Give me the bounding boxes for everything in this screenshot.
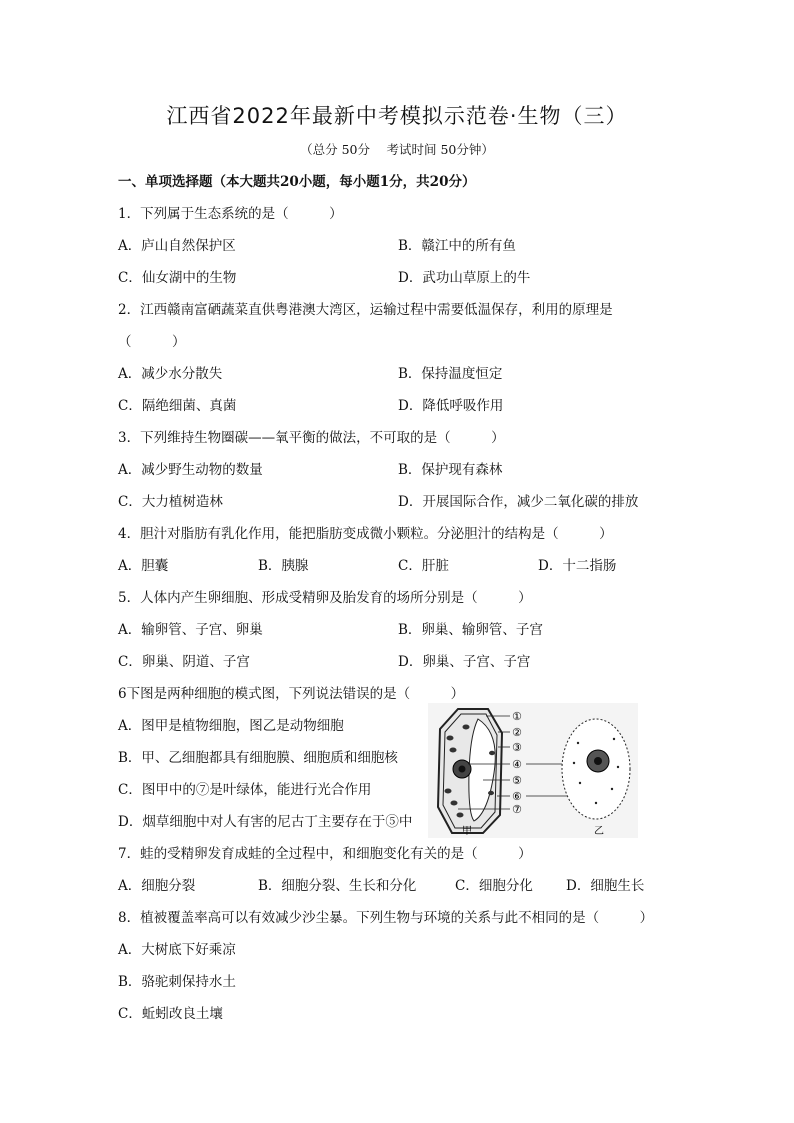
exam-subtitle: （总分 50分 考试时间 50分钟） <box>300 142 494 157</box>
q4-stem: 4．胆汁对脂肪有乳化作用，能把脂肪变成微小颗粒。分泌胆汁的结构是（ ） <box>118 526 613 542</box>
q1-option-d: D．武功山草原上的牛 <box>398 270 531 286</box>
chloroplast <box>450 748 457 753</box>
q6-option-a: A．图甲是植物细胞，图乙是动物细胞 <box>118 718 344 734</box>
q7-option-c: C．细胞分化 <box>455 878 533 894</box>
cell-diagram <box>428 703 638 838</box>
q1-option-b: B．赣江中的所有鱼 <box>398 238 516 254</box>
q5-option-a: A．输卵管、子宫、卵巢 <box>118 622 263 638</box>
q5-option-c: C．卵巢、阴道、子宫 <box>118 654 250 670</box>
q4-option-d: D．十二指肠 <box>538 558 617 574</box>
label-1: ① <box>512 710 522 723</box>
q5-option-d: D．卵巢、子宫、子宫 <box>398 654 531 670</box>
q2-stem-bracket: （ ） <box>118 334 186 350</box>
q6-option-c: C．图甲中的⑦是叶绿体，能进行光合作用 <box>118 782 372 798</box>
q1-option-a: A．庐山自然保护区 <box>118 238 236 254</box>
cytoplasm-dot <box>613 738 615 740</box>
exam-title: 江西省2022年最新中考模拟示范卷·生物（三） <box>166 104 628 128</box>
label-6: ⑥ <box>512 790 522 803</box>
q3-option-d: D．开展国际合作，减少二氧化碳的排放 <box>398 494 639 510</box>
q4-option-a: A．胆囊 <box>118 558 169 574</box>
q2-option-b: B．保持温度恒定 <box>398 366 503 382</box>
cytoplasm-dot <box>577 742 579 744</box>
q3-stem: 3．下列维持生物圈碳——氧平衡的做法，不可取的是（ ） <box>118 430 505 446</box>
q3-option-a: A．减少野生动物的数量 <box>118 462 263 478</box>
q5-stem: 5．人体内产生卵细胞、形成受精卵及胎发育的场所分别是（ ） <box>118 590 532 606</box>
q8-option-b: B．骆驼刺保持水土 <box>118 974 236 990</box>
label-3: ③ <box>512 741 522 754</box>
q2-option-a: A．减少水分散失 <box>118 366 223 382</box>
cytoplasm-dot <box>617 766 619 768</box>
label-jia: 甲 <box>462 826 472 837</box>
chloroplast <box>445 789 452 794</box>
q1-stem: 1．下列属于生态系统的是（ ） <box>118 206 343 222</box>
label-7: ⑦ <box>512 803 522 816</box>
q7-option-a: A．细胞分裂 <box>118 878 196 894</box>
cytoplasm-dot <box>573 762 575 764</box>
label-2: ② <box>512 726 522 739</box>
q6-stem: 6下图是两种细胞的模式图，下列说法错误的是（ ） <box>118 686 465 702</box>
cytoplasm-dot <box>579 782 581 784</box>
q7-option-d: D．细胞生长 <box>566 878 645 894</box>
q1-option-c: C．仙女湖中的生物 <box>118 270 237 286</box>
chloroplast <box>463 725 470 730</box>
label-4: ④ <box>512 758 522 771</box>
q6-option-b: B．甲、乙细胞都具有细胞膜、细胞质和细胞核 <box>118 750 398 766</box>
chloroplast <box>489 751 495 755</box>
q8-option-c: C．蚯蚓改良土壤 <box>118 1006 223 1022</box>
chloroplast <box>447 736 454 741</box>
chloroplast <box>457 813 464 818</box>
label-5: ⑤ <box>512 774 522 787</box>
q2-stem: 2．江西赣南富硒蔬菜直供粤港澳大湾区，运输过程中需要低温保存，利用的原理是 <box>118 302 613 318</box>
cytoplasm-dot <box>595 802 597 804</box>
chloroplast <box>488 791 494 795</box>
section-heading: 一、单项选择题（本大题共20小题，每小题1分，共20分） <box>118 174 476 190</box>
q2-option-d: D．降低呼吸作用 <box>398 398 504 414</box>
q4-option-b: B．胰腺 <box>258 558 309 574</box>
q8-option-a: A．大树底下好乘凉 <box>118 942 236 958</box>
cytoplasm-dot <box>611 788 613 790</box>
q7-option-b: B．细胞分裂、生长和分化 <box>258 878 417 894</box>
label-yi: 乙 <box>594 826 604 837</box>
q7-stem: 7．蛙的受精卵发育成蛙的全过程中，和细胞变化有关的是（ ） <box>118 846 532 862</box>
q3-option-c: C．大力植树造林 <box>118 494 223 510</box>
plant-nucleolus <box>459 766 466 773</box>
animal-nucleolus <box>594 757 602 765</box>
q4-option-c: C．肝脏 <box>398 558 449 574</box>
q8-stem: 8．植被覆盖率高可以有效减少沙尘暴。下列生物与环境的关系与此不相同的是（ ） <box>118 910 654 926</box>
q3-option-b: B．保护现有森林 <box>398 462 503 478</box>
q6-option-d: D．烟草细胞中对人有害的尼古丁主要存在于⑤中 <box>118 814 413 830</box>
chloroplast <box>451 801 458 806</box>
q2-option-c: C．隔绝细菌、真菌 <box>118 398 237 414</box>
q5-option-b: B．卵巢、输卵管、子宫 <box>398 622 543 638</box>
